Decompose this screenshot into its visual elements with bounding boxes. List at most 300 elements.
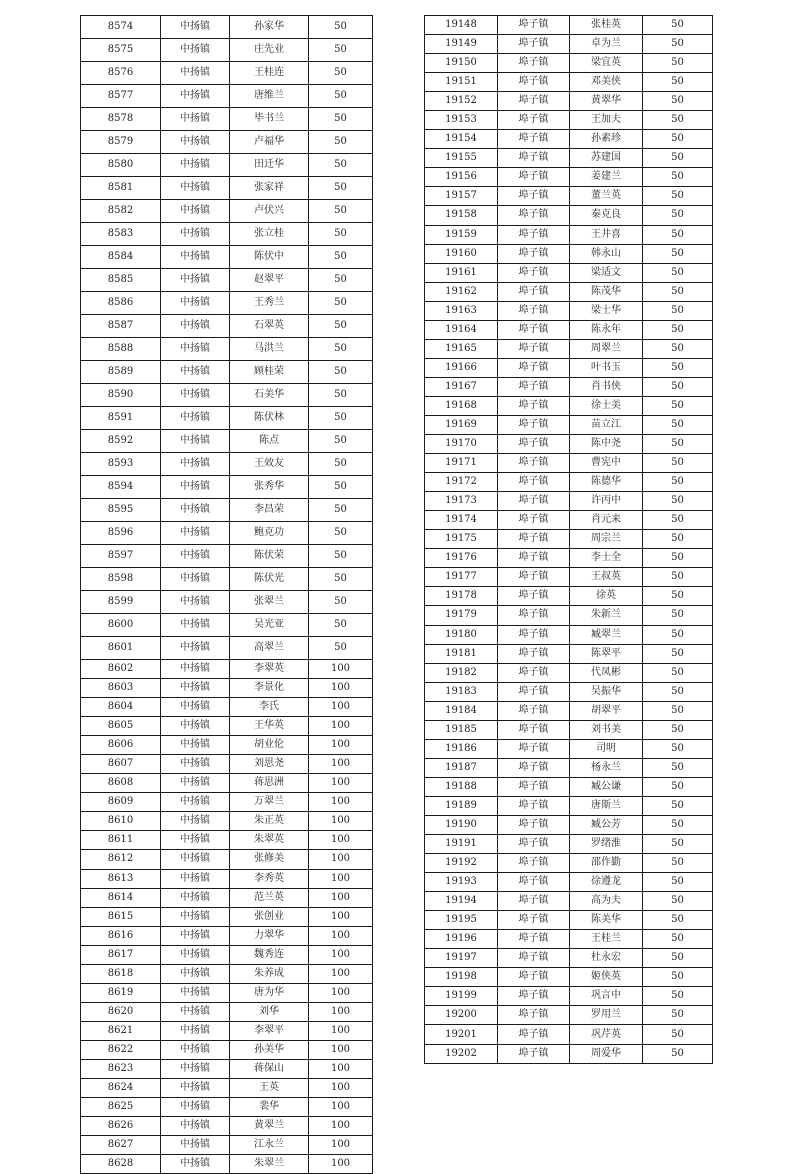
name-cell: 臧翠兰 [570, 625, 643, 644]
name-cell: 罗绪淮 [570, 835, 643, 854]
name-cell: 肖书侠 [570, 377, 643, 396]
name-cell: 姜建兰 [570, 168, 643, 187]
name-cell: 朱正英 [230, 812, 309, 831]
amount-cell: 50 [309, 545, 373, 568]
id-cell: 19155 [425, 149, 498, 168]
amount-cell: 50 [309, 476, 373, 499]
table-row [425, 892, 713, 911]
id-cell: 8600 [81, 614, 161, 637]
table-row [425, 244, 713, 263]
table-row [81, 361, 373, 384]
town-cell: 中扬镇 [161, 679, 230, 698]
name-cell: 刘书美 [570, 720, 643, 739]
town-cell: 埠子镇 [498, 320, 570, 339]
table-row [81, 269, 373, 292]
town-cell: 中扬镇 [161, 361, 230, 384]
id-cell: 8611 [81, 831, 161, 850]
table-row [425, 187, 713, 206]
town-cell: 埠子镇 [498, 282, 570, 301]
town-cell: 埠子镇 [498, 263, 570, 282]
table-row [81, 812, 373, 831]
amount-cell: 50 [643, 873, 713, 892]
town-cell: 中扬镇 [161, 39, 230, 62]
table-row [81, 85, 373, 108]
name-cell: 陈翠平 [570, 644, 643, 663]
id-cell: 19196 [425, 930, 498, 949]
name-cell: 王效友 [230, 453, 309, 476]
town-cell: 埠子镇 [498, 549, 570, 568]
amount-cell: 50 [643, 911, 713, 930]
amount-cell: 50 [643, 263, 713, 282]
amount-cell: 50 [643, 892, 713, 911]
name-cell: 徐士美 [570, 396, 643, 415]
amount-cell: 50 [643, 320, 713, 339]
town-cell: 埠子镇 [498, 206, 570, 225]
town-cell: 埠子镇 [498, 244, 570, 263]
amount-cell: 50 [643, 606, 713, 625]
name-cell: 卢伏兴 [230, 200, 309, 223]
table-row [81, 108, 373, 131]
name-cell: 周翠兰 [570, 339, 643, 358]
town-cell: 中扬镇 [161, 453, 230, 476]
amount-cell: 100 [309, 698, 373, 717]
table-row [81, 983, 373, 1002]
amount-cell: 100 [309, 831, 373, 850]
id-cell: 8590 [81, 384, 161, 407]
id-cell: 19151 [425, 73, 498, 92]
id-cell: 19186 [425, 739, 498, 758]
name-cell: 鲍克功 [230, 522, 309, 545]
town-cell: 中扬镇 [161, 907, 230, 926]
amount-cell: 100 [309, 1059, 373, 1078]
name-cell: 范兰英 [230, 888, 309, 907]
amount-cell: 100 [309, 660, 373, 679]
id-cell: 8607 [81, 755, 161, 774]
town-cell: 埠子镇 [498, 415, 570, 434]
town-cell: 中扬镇 [161, 223, 230, 246]
id-cell: 8599 [81, 591, 161, 614]
left-table [80, 15, 373, 1174]
amount-cell: 100 [309, 793, 373, 812]
town-cell: 中扬镇 [161, 85, 230, 108]
id-cell: 19165 [425, 339, 498, 358]
table-row [81, 62, 373, 85]
id-cell: 8620 [81, 1002, 161, 1021]
amount-cell: 100 [309, 869, 373, 888]
amount-cell: 50 [643, 492, 713, 511]
id-cell: 19189 [425, 796, 498, 815]
amount-cell: 50 [643, 244, 713, 263]
amount-cell: 100 [309, 812, 373, 831]
id-cell: 8576 [81, 62, 161, 85]
name-cell: 李昌荣 [230, 499, 309, 522]
table-row [425, 625, 713, 644]
id-cell: 8595 [81, 499, 161, 522]
table-row [81, 1136, 373, 1155]
table-row [81, 869, 373, 888]
amount-cell: 100 [309, 679, 373, 698]
id-cell: 8584 [81, 246, 161, 269]
table-row [425, 339, 713, 358]
table-row [81, 177, 373, 200]
table-row [81, 545, 373, 568]
id-cell: 8581 [81, 177, 161, 200]
id-cell: 19152 [425, 92, 498, 111]
amount-cell: 50 [309, 499, 373, 522]
name-cell: 臧公芳 [570, 815, 643, 834]
id-cell: 19163 [425, 301, 498, 320]
amount-cell: 50 [643, 16, 713, 35]
id-cell: 19159 [425, 225, 498, 244]
name-cell: 司明 [570, 739, 643, 758]
town-cell: 中扬镇 [161, 384, 230, 407]
name-cell: 李秀英 [230, 869, 309, 888]
id-cell: 8613 [81, 869, 161, 888]
id-cell: 19169 [425, 415, 498, 434]
table-row [81, 384, 373, 407]
id-cell: 19157 [425, 187, 498, 206]
name-cell: 周宗兰 [570, 530, 643, 549]
id-cell: 19198 [425, 968, 498, 987]
amount-cell: 50 [309, 200, 373, 223]
name-cell: 陈伏林 [230, 407, 309, 430]
amount-cell: 50 [643, 282, 713, 301]
town-cell: 埠子镇 [498, 568, 570, 587]
name-cell: 巩言中 [570, 987, 643, 1006]
table-row [81, 614, 373, 637]
town-cell: 埠子镇 [498, 16, 570, 35]
id-cell: 19181 [425, 644, 498, 663]
town-cell: 埠子镇 [498, 511, 570, 530]
name-cell: 梁适文 [570, 263, 643, 282]
amount-cell: 50 [309, 108, 373, 131]
table-row [81, 338, 373, 361]
table-row [81, 698, 373, 717]
amount-cell: 100 [309, 850, 373, 869]
amount-cell: 100 [309, 964, 373, 983]
id-cell: 19160 [425, 244, 498, 263]
id-cell: 8574 [81, 16, 161, 39]
table-row [425, 206, 713, 225]
amount-cell: 50 [309, 614, 373, 637]
table-row [425, 473, 713, 492]
name-cell: 巩芹英 [570, 1025, 643, 1044]
amount-cell: 50 [643, 701, 713, 720]
name-cell: 魏秀连 [230, 945, 309, 964]
name-cell: 陈伏荣 [230, 545, 309, 568]
amount-cell: 50 [309, 637, 373, 660]
amount-cell: 100 [309, 736, 373, 755]
amount-cell: 100 [309, 774, 373, 793]
town-cell: 埠子镇 [498, 358, 570, 377]
id-cell: 19188 [425, 777, 498, 796]
name-cell: 毕书兰 [230, 108, 309, 131]
amount-cell: 50 [309, 269, 373, 292]
name-cell: 王加夫 [570, 111, 643, 130]
town-cell: 埠子镇 [498, 987, 570, 1006]
table-row [81, 717, 373, 736]
amount-cell: 50 [643, 92, 713, 111]
name-cell: 臧公谦 [570, 777, 643, 796]
town-cell: 埠子镇 [498, 92, 570, 111]
name-cell: 石美华 [230, 384, 309, 407]
id-cell: 8583 [81, 223, 161, 246]
table-row [425, 606, 713, 625]
amount-cell: 50 [643, 682, 713, 701]
name-cell: 陈德华 [570, 473, 643, 492]
table-row [81, 1021, 373, 1040]
town-cell: 埠子镇 [498, 777, 570, 796]
table-row [81, 1002, 373, 1021]
name-cell: 王桂连 [230, 62, 309, 85]
amount-cell: 50 [643, 149, 713, 168]
id-cell: 19190 [425, 815, 498, 834]
town-cell: 中扬镇 [161, 407, 230, 430]
id-cell: 8575 [81, 39, 161, 62]
name-cell: 裴华 [230, 1098, 309, 1117]
amount-cell: 50 [643, 54, 713, 73]
table-row [81, 964, 373, 983]
id-cell: 19191 [425, 835, 498, 854]
name-cell: 梁士华 [570, 301, 643, 320]
table-row [425, 777, 713, 796]
table-row [81, 1117, 373, 1136]
name-cell: 苗立江 [570, 415, 643, 434]
id-cell: 8614 [81, 888, 161, 907]
name-cell: 王秀兰 [230, 292, 309, 315]
table-row [425, 587, 713, 606]
table-row [81, 16, 373, 39]
table-row [81, 1040, 373, 1059]
amount-cell: 100 [309, 1040, 373, 1059]
table-row [425, 815, 713, 834]
name-cell: 吴光亚 [230, 614, 309, 637]
id-cell: 8587 [81, 315, 161, 338]
id-cell: 19174 [425, 511, 498, 530]
id-cell: 19150 [425, 54, 498, 73]
table-row [425, 1044, 713, 1063]
id-cell: 8594 [81, 476, 161, 499]
town-cell: 埠子镇 [498, 1044, 570, 1063]
town-cell: 中扬镇 [161, 964, 230, 983]
name-cell: 曹宪中 [570, 454, 643, 473]
table-row [81, 1098, 373, 1117]
id-cell: 19182 [425, 663, 498, 682]
id-cell: 19195 [425, 911, 498, 930]
name-cell: 赵翠平 [230, 269, 309, 292]
table-row [425, 396, 713, 415]
id-cell: 19200 [425, 1006, 498, 1025]
table-row [425, 435, 713, 454]
table-row [81, 292, 373, 315]
amount-cell: 50 [643, 35, 713, 54]
amount-cell: 100 [309, 1155, 373, 1174]
name-cell: 陈中尧 [570, 435, 643, 454]
amount-cell: 50 [309, 62, 373, 85]
table-row [425, 720, 713, 739]
id-cell: 8625 [81, 1098, 161, 1117]
amount-cell: 100 [309, 1136, 373, 1155]
town-cell: 中扬镇 [161, 1040, 230, 1059]
name-cell: 万翠兰 [230, 793, 309, 812]
town-cell: 中扬镇 [161, 1136, 230, 1155]
town-cell: 中扬镇 [161, 430, 230, 453]
town-cell: 埠子镇 [498, 739, 570, 758]
name-cell: 高翠兰 [230, 637, 309, 660]
id-cell: 8588 [81, 338, 161, 361]
town-cell: 埠子镇 [498, 873, 570, 892]
amount-cell: 50 [643, 815, 713, 834]
town-cell: 埠子镇 [498, 339, 570, 358]
town-cell: 中扬镇 [161, 338, 230, 361]
id-cell: 8628 [81, 1155, 161, 1174]
town-cell: 埠子镇 [498, 854, 570, 873]
id-cell: 8580 [81, 154, 161, 177]
town-cell: 中扬镇 [161, 774, 230, 793]
town-cell: 中扬镇 [161, 154, 230, 177]
table-row [81, 154, 373, 177]
town-cell: 中扬镇 [161, 717, 230, 736]
table-row [81, 1155, 373, 1174]
town-cell: 埠子镇 [498, 682, 570, 701]
name-cell: 许丙中 [570, 492, 643, 511]
town-cell: 埠子镇 [498, 796, 570, 815]
table-row [425, 682, 713, 701]
id-cell: 19201 [425, 1025, 498, 1044]
name-cell: 张桂英 [570, 16, 643, 35]
town-cell: 埠子镇 [498, 54, 570, 73]
id-cell: 8616 [81, 926, 161, 945]
name-cell: 徐英 [570, 587, 643, 606]
table-row [425, 911, 713, 930]
amount-cell: 100 [309, 907, 373, 926]
amount-cell: 50 [643, 377, 713, 396]
table-row [425, 415, 713, 434]
town-cell: 埠子镇 [498, 911, 570, 930]
amount-cell: 100 [309, 1079, 373, 1098]
name-cell: 叶书玉 [570, 358, 643, 377]
town-cell: 埠子镇 [498, 473, 570, 492]
table-row [425, 111, 713, 130]
name-cell: 李翠平 [230, 1021, 309, 1040]
amount-cell: 100 [309, 983, 373, 1002]
table-row [81, 831, 373, 850]
name-cell: 张立桂 [230, 223, 309, 246]
town-cell: 埠子镇 [498, 892, 570, 911]
amount-cell: 50 [643, 968, 713, 987]
table-row [81, 476, 373, 499]
name-cell: 孙美华 [230, 1040, 309, 1059]
amount-cell: 100 [309, 1021, 373, 1040]
town-cell: 埠子镇 [498, 625, 570, 644]
name-cell: 苏建国 [570, 149, 643, 168]
table-row [425, 92, 713, 111]
id-cell: 19177 [425, 568, 498, 587]
id-cell: 8596 [81, 522, 161, 545]
amount-cell: 50 [643, 1025, 713, 1044]
amount-cell: 100 [309, 717, 373, 736]
town-cell: 埠子镇 [498, 435, 570, 454]
table-row [81, 774, 373, 793]
amount-cell: 50 [643, 168, 713, 187]
right-table-body [425, 16, 713, 1064]
amount-cell: 50 [643, 473, 713, 492]
table-row [81, 793, 373, 812]
town-cell: 埠子镇 [498, 130, 570, 149]
amount-cell: 50 [643, 206, 713, 225]
amount-cell: 50 [643, 111, 713, 130]
town-cell: 埠子镇 [498, 1025, 570, 1044]
name-cell: 姬侠英 [570, 968, 643, 987]
table-row [425, 511, 713, 530]
table-row [81, 755, 373, 774]
town-cell: 埠子镇 [498, 968, 570, 987]
amount-cell: 50 [309, 39, 373, 62]
id-cell: 19178 [425, 587, 498, 606]
town-cell: 中扬镇 [161, 62, 230, 85]
id-cell: 8593 [81, 453, 161, 476]
town-cell: 埠子镇 [498, 835, 570, 854]
amount-cell: 100 [309, 755, 373, 774]
town-cell: 中扬镇 [161, 755, 230, 774]
amount-cell: 50 [643, 1044, 713, 1063]
table-row [425, 758, 713, 777]
amount-cell: 50 [643, 415, 713, 434]
town-cell: 埠子镇 [498, 606, 570, 625]
name-cell: 罗用兰 [570, 1006, 643, 1025]
name-cell: 邵作勤 [570, 854, 643, 873]
table-row [81, 1059, 373, 1078]
name-cell: 邓美侠 [570, 73, 643, 92]
table-row [425, 149, 713, 168]
amount-cell: 50 [643, 549, 713, 568]
town-cell: 中扬镇 [161, 660, 230, 679]
name-cell: 陈茂华 [570, 282, 643, 301]
name-cell: 代凤彬 [570, 663, 643, 682]
id-cell: 8626 [81, 1117, 161, 1136]
id-cell: 8621 [81, 1021, 161, 1040]
name-cell: 李翠英 [230, 660, 309, 679]
amount-cell: 50 [643, 758, 713, 777]
name-cell: 黄翠华 [570, 92, 643, 111]
table-row [425, 1025, 713, 1044]
town-cell: 中扬镇 [161, 591, 230, 614]
id-cell: 8585 [81, 269, 161, 292]
table-row [425, 644, 713, 663]
name-cell: 卓为兰 [570, 35, 643, 54]
amount-cell: 50 [309, 16, 373, 39]
amount-cell: 50 [643, 73, 713, 92]
name-cell: 杨永兰 [570, 758, 643, 777]
id-cell: 8597 [81, 545, 161, 568]
table-row [81, 736, 373, 755]
town-cell: 埠子镇 [498, 492, 570, 511]
name-cell: 张秀华 [230, 476, 309, 499]
id-cell: 8609 [81, 793, 161, 812]
table-row [425, 73, 713, 92]
table-row [425, 225, 713, 244]
id-cell: 8623 [81, 1059, 161, 1078]
id-cell: 8579 [81, 131, 161, 154]
name-cell: 孙素珍 [570, 130, 643, 149]
id-cell: 19176 [425, 549, 498, 568]
name-cell: 王华英 [230, 717, 309, 736]
table-row [81, 499, 373, 522]
amount-cell: 50 [309, 177, 373, 200]
table-row [425, 549, 713, 568]
table-row [425, 263, 713, 282]
amount-cell: 50 [309, 315, 373, 338]
